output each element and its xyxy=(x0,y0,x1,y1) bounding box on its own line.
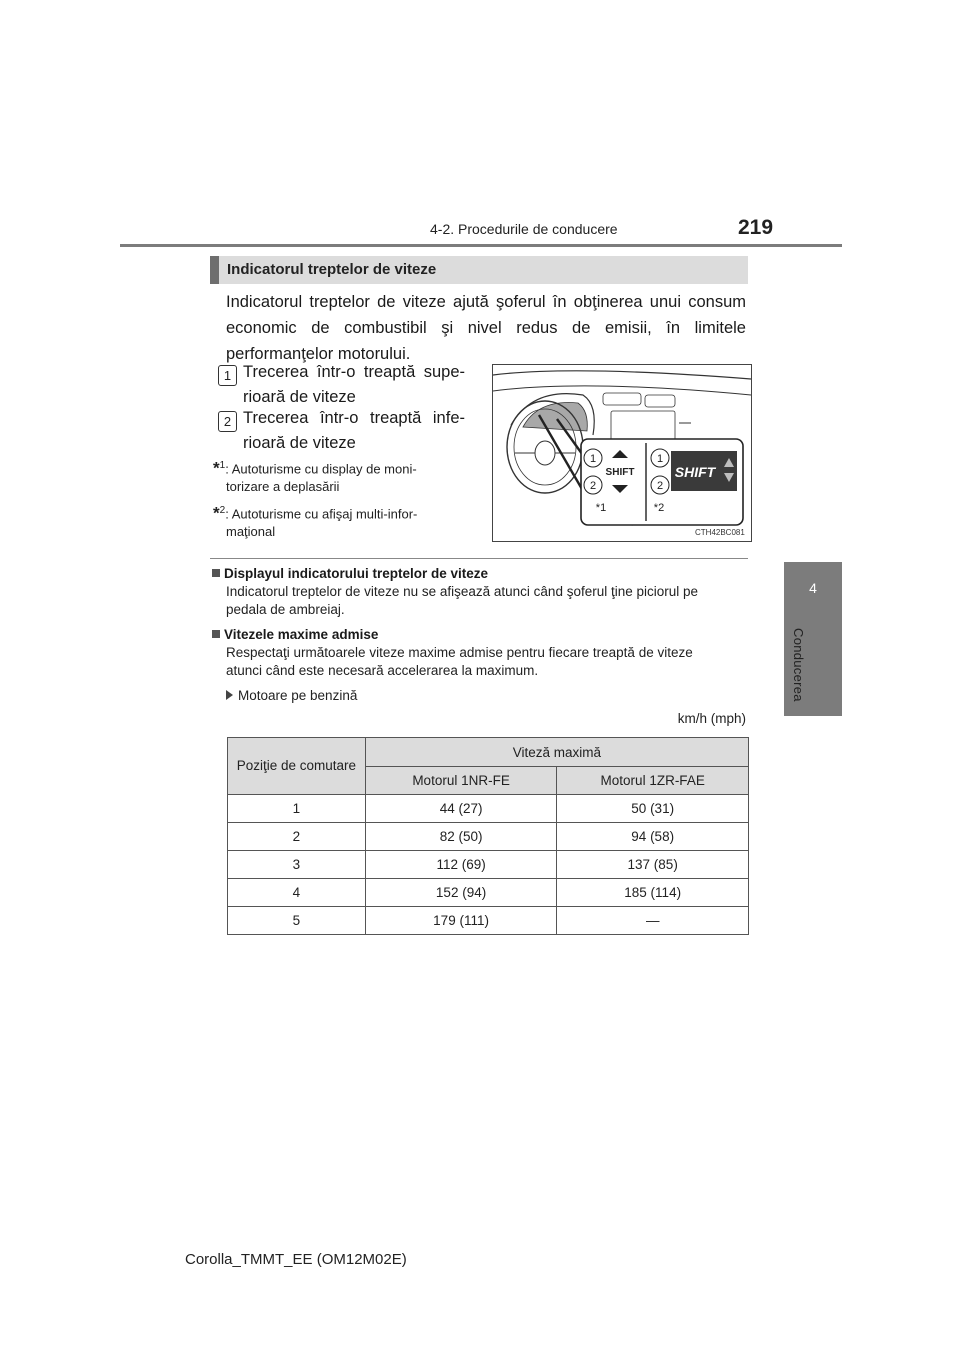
note-block xyxy=(212,566,752,619)
column-header-position: Poziţie de comutare xyxy=(228,738,366,795)
badge-text: 1 xyxy=(589,453,597,465)
table-cell: 152 (94) xyxy=(365,879,557,907)
air-vent xyxy=(603,393,641,405)
table-cell: 50 (31) xyxy=(557,795,749,823)
engine-subheading xyxy=(226,688,357,703)
table-cell: 185 (114) xyxy=(557,879,749,907)
table-cell: 137 (85) xyxy=(557,851,749,879)
footnote-index: 2 xyxy=(219,505,226,516)
variant-mark: *1 xyxy=(595,502,607,514)
max-speed-table xyxy=(227,737,749,935)
dashboard-line xyxy=(493,386,751,395)
badge-text: 2 xyxy=(656,480,664,492)
variant-mark: *2 xyxy=(653,502,665,514)
intro-paragraph: Indicatorul treptelor de viteze ajută şoferul în obţinerea unui consum economic de combustibil şi nivel redus de emisii, în limitele performanţelor motorului. xyxy=(226,293,746,363)
table-cell: — xyxy=(557,907,749,935)
footnote xyxy=(213,502,465,541)
note-line: Indicatorul treptelor de viteze nu se afişează atunci când şoferul ţine piciorul pe xyxy=(226,584,699,599)
table-cell: 1 xyxy=(228,795,366,823)
item-number-badge: 1 xyxy=(218,365,237,386)
table-cell: 5 xyxy=(228,907,366,935)
note-body xyxy=(212,583,752,619)
dashboard-top-line xyxy=(493,371,751,379)
column-header-max-speed: Viteză maximă xyxy=(365,738,748,767)
footer-doc-id: Corolla_TMMT_EE (OM12M02E) xyxy=(185,1251,407,1268)
badge-text: 1 xyxy=(656,453,664,465)
table-row xyxy=(228,851,749,879)
shift-label: SHIFT xyxy=(605,467,635,478)
table-cell: 94 (58) xyxy=(557,823,749,851)
footnote-text-cont: torizare a deplasării xyxy=(226,479,340,495)
column-header-engine: Motorul 1ZR-FAE xyxy=(557,767,749,795)
table-cell: 179 (111) xyxy=(365,907,557,935)
header-rule xyxy=(120,244,842,247)
footnote-text-cont: maţional xyxy=(226,524,276,540)
table-cell: 112 (69) xyxy=(365,851,557,879)
chapter-tab-number: 4 xyxy=(809,580,817,596)
note-title: Vitezele maxime admise xyxy=(224,627,379,642)
instrument-cluster xyxy=(523,403,587,432)
badge-text: 2 xyxy=(589,480,597,492)
engine-label: Motoare pe benzină xyxy=(238,688,358,703)
note-title-row xyxy=(212,566,752,581)
table-cell: 4 xyxy=(228,879,366,907)
note-title: Displayul indicatorului treptelor de viteze xyxy=(224,566,489,581)
list-item xyxy=(243,406,465,456)
table-cell: 44 (27) xyxy=(365,795,557,823)
table-row xyxy=(228,907,749,935)
table-row xyxy=(228,879,749,907)
footnote-text: : Autoturisme cu afişaj multi-infor- xyxy=(225,506,418,522)
triangle-bullet-icon xyxy=(226,690,233,700)
figure-code: CTH42BC081 xyxy=(695,528,745,537)
table-row xyxy=(228,795,749,823)
page-number: 219 xyxy=(738,216,774,239)
steering-hub xyxy=(535,441,555,465)
table-cell: 2 xyxy=(228,823,366,851)
note-line: Respectaţi următoarele viteze maxime admise pentru fiecare treaptă de viteze xyxy=(226,645,693,660)
units-label: km/h (mph) xyxy=(677,711,746,726)
section-header xyxy=(210,256,748,284)
shift-indicator-figure xyxy=(492,364,752,542)
bullet-square-icon xyxy=(212,630,220,638)
footnote-star: * xyxy=(213,503,220,523)
note-body xyxy=(212,644,752,680)
item-line: Trecerea într-o treaptă infe- xyxy=(243,409,465,427)
item-line: rioară de viteze xyxy=(243,434,356,452)
note-block xyxy=(212,627,752,680)
note-title-row xyxy=(212,627,752,642)
footnote xyxy=(213,457,465,496)
column-header-engine: Motorul 1NR-FE xyxy=(365,767,557,795)
section-title: Indicatorul treptelor de viteze xyxy=(227,261,437,278)
table-row xyxy=(228,823,749,851)
section-divider xyxy=(210,558,748,559)
table-cell: 82 (50) xyxy=(365,823,557,851)
table-header-row xyxy=(228,738,749,767)
table-cell: 3 xyxy=(228,851,366,879)
list-item xyxy=(243,360,465,410)
air-vent xyxy=(645,395,675,407)
footnote-index: 1 xyxy=(219,460,226,471)
footnote-star: * xyxy=(213,458,220,478)
item-line: Trecerea într-o treaptă supe- xyxy=(243,363,465,381)
item-line: rioară de viteze xyxy=(243,388,356,406)
note-line: pedala de ambreiaj. xyxy=(226,602,345,617)
footnote-text: : Autoturisme cu display de moni- xyxy=(225,461,417,477)
running-header-section: 4-2. Procedurile de conducere xyxy=(430,221,618,237)
note-line: atunci când este necesară accelerarea la maximum. xyxy=(226,663,539,678)
bullet-square-icon xyxy=(212,569,220,577)
dashboard-illustration xyxy=(493,365,751,541)
item-number-badge: 2 xyxy=(218,411,237,432)
shift-display-label: SHIFT xyxy=(674,464,716,480)
chapter-tab-label: Conducerea xyxy=(791,628,806,702)
section-header-marker xyxy=(210,256,219,284)
